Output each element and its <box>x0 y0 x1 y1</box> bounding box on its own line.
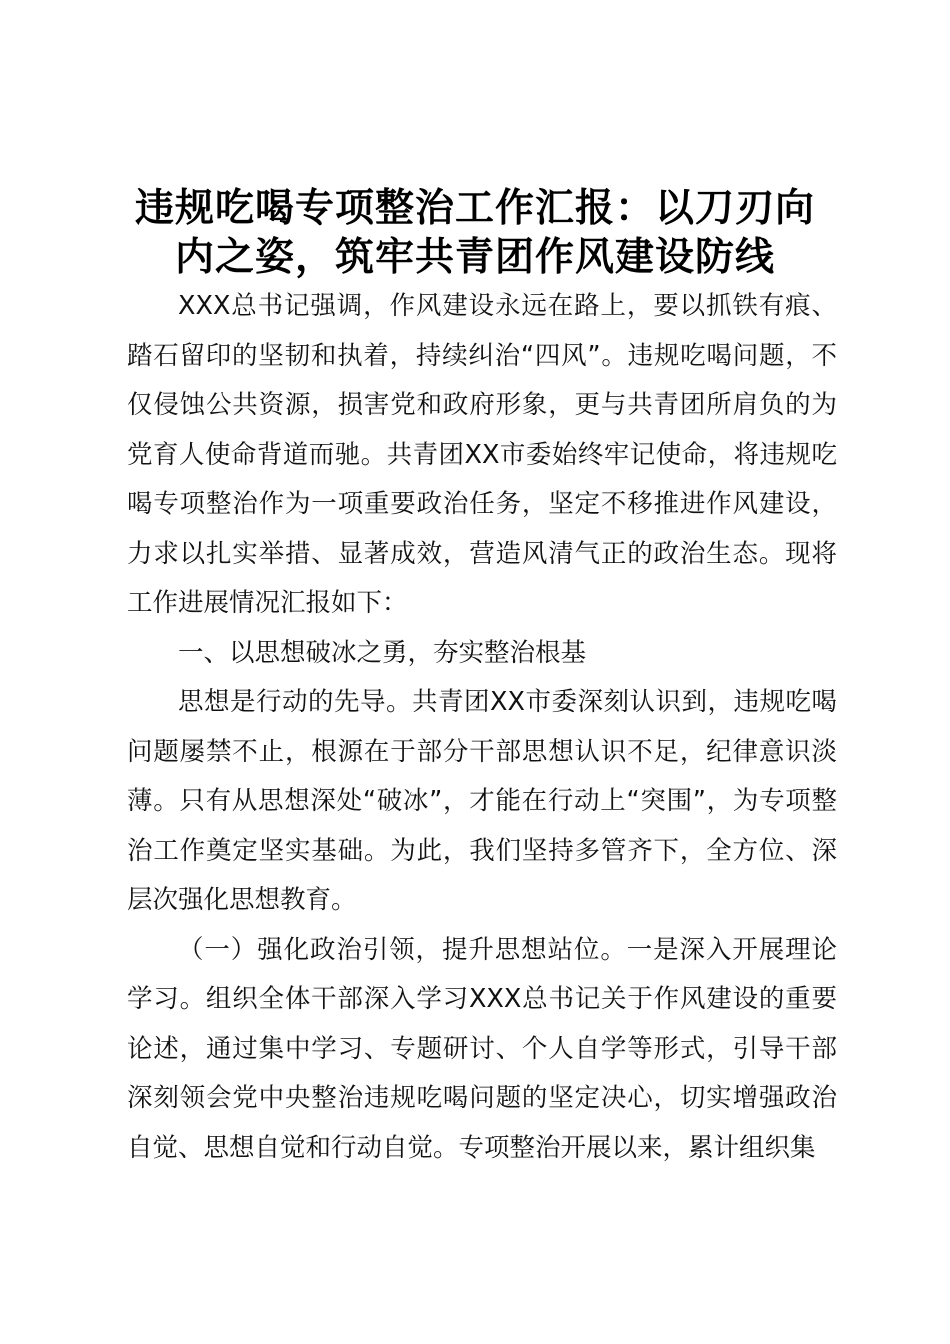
subsection-paragraph: （一）强化政治引领，提升思想站位。一是深入开展理论学习。组织全体干部深入学习XXX总书记关于作风建设的重要论述，通过集中学习、专题研讨、个人自学等形式，引导干部深刻领会党中央整治违规吃喝问题的坚定决心，切实增强政治自觉、思想自觉和行动自觉。专项整治开展以来，累计组织集 <box>127 934 837 1163</box>
section-paragraph: 思想是行动的先导。共青团XX市委深刻认识到，违规吃喝问题屡禁不止，根源在于部分干部思想认识不足，纪律意识淡薄。只有从思想深处“破冰”，才能在行动上“突围”，为专项整治工作奠定坚实基础。为此，我们坚持多管齐下，全方位、深层次强化思想教育。 <box>127 687 837 915</box>
document-body <box>127 282 837 1173</box>
intro-paragraph: XXX总书记强调，作风建设永远在路上，要以抓铁有痕、踏石留印的坚韧和执着，持续纠治“四风”。违规吃喝问题，不仅侵蚀公共资源，损害党和政府形象，更与共青团所肩负的为党育人使命背道而驰。共青团XX市委始终牢记使命，将违规吃喝专项整治作为一项重要政治任务，坚定不移推进作风建设，力求以扎实举措、显著成效，营造风清气正的政治生态。现将工作进展情况汇报如下： <box>127 291 837 618</box>
section-heading: 一、以思想破冰之勇，夯实整治根基 <box>178 637 587 668</box>
document-title: 违规吃喝专项整治工作汇报：以刀刃向内之姿，筑牢共青团作风建设防线 <box>134 185 815 280</box>
